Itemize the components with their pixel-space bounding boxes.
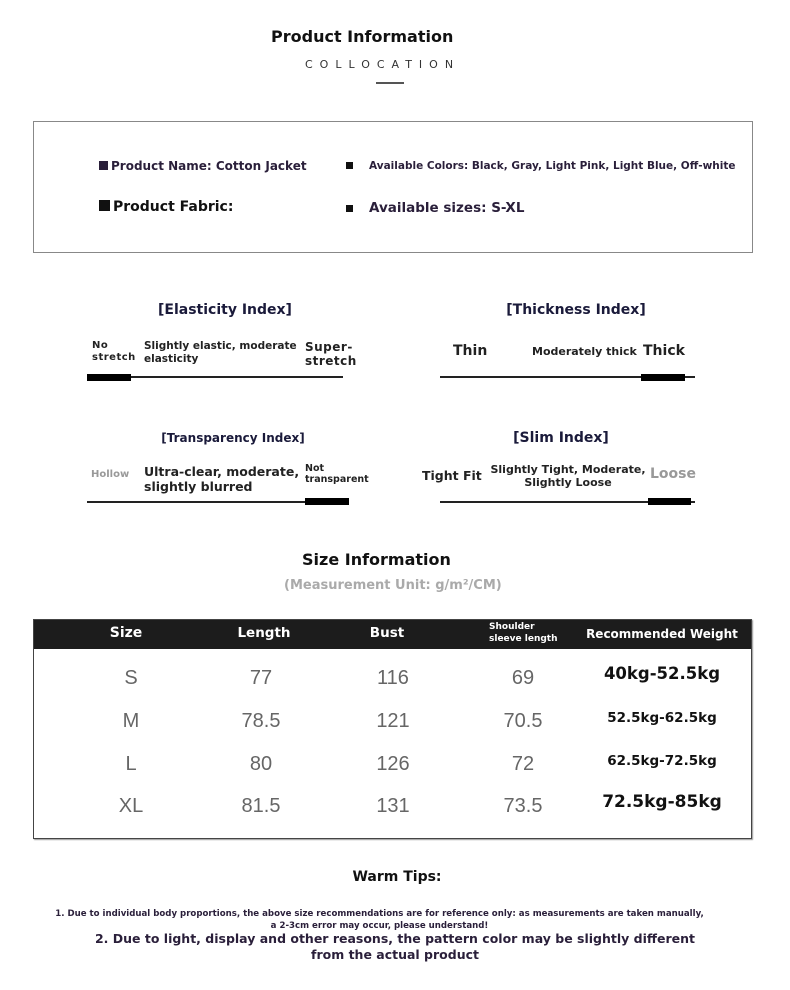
table-row (34, 664, 751, 697)
bullet-square-icon (99, 161, 108, 170)
table-row (34, 753, 751, 783)
available-sizes-item (346, 200, 524, 216)
cell-size: L (125, 753, 137, 775)
size-table (33, 619, 752, 839)
transparency-left-label: Hollow (91, 469, 130, 480)
slim-selected-marker (648, 498, 691, 505)
elasticity-middle-label: Slightly elastic, moderate elasticity (144, 340, 297, 365)
elasticity-left-label: No stretch (92, 340, 136, 363)
table-row (34, 792, 751, 825)
cell-length: 81.5 (241, 795, 281, 817)
transparency-right-label: Not transparent (305, 463, 369, 486)
thickness-selected-marker (641, 374, 685, 381)
slim-left-label: Tight Fit (422, 468, 482, 483)
warm-tip-2: 2. Due to light, display and other reasons, the pattern color may be slightly different from the actual product (94, 931, 696, 963)
elasticity-right-label: Super-stretch (305, 340, 357, 369)
thickness-middle-label: Moderately thick (532, 345, 637, 358)
slim-middle-label: Slightly Tight, Moderate, Slightly Loose (490, 463, 646, 490)
cell-recommended-weight: 40kg-52.5kg (603, 664, 721, 683)
available-colors-text: Available Colors: Black, Gray, Light Pink, Light Blue, Off-white (369, 160, 736, 172)
cell-bust: 121 (376, 710, 410, 732)
product-name-text: Product Name: Cotton Jacket (111, 159, 307, 173)
table-row (34, 710, 751, 740)
header-length: Length (237, 625, 291, 641)
product-name-item (99, 159, 307, 173)
header-size: Size (109, 625, 143, 641)
cell-size: S (124, 667, 138, 689)
bullet-square-icon (346, 162, 353, 169)
bullet-square-icon (346, 205, 353, 212)
cell-size: M (122, 710, 140, 732)
measurement-unit: (Measurement Unit: g/m²/CM) (284, 578, 502, 593)
thickness-right-label: Thick (643, 343, 685, 359)
elasticity-selected-marker (87, 374, 131, 381)
header-shoulder-sleeve: Shoulder sleeve length (489, 622, 558, 644)
page-title: Product Information (271, 27, 454, 46)
available-colors-item (346, 160, 736, 172)
slim-right-label: Loose (650, 466, 696, 482)
cell-shoulder-sleeve: 70.5 (503, 710, 543, 732)
page-subtitle: COLLOCATION (305, 58, 461, 71)
cell-bust: 131 (376, 795, 410, 817)
slim-index-title: [Slim Index] (513, 430, 609, 446)
cell-size: XL (118, 795, 144, 817)
cell-bust: 126 (376, 753, 410, 775)
header-recommended-weight: Recommended Weight (586, 627, 738, 641)
available-sizes-text: Available sizes: S-XL (369, 200, 525, 216)
transparency-middle-label: Ultra-clear, moderate, slightly blurred (144, 464, 300, 494)
cell-recommended-weight: 72.5kg-85kg (602, 792, 722, 812)
cell-length: 77 (249, 667, 273, 689)
warm-tips-title: Warm Tips: (352, 869, 442, 885)
cell-shoulder-sleeve: 72 (511, 753, 535, 775)
cell-shoulder-sleeve: 73.5 (503, 795, 543, 817)
cell-recommended-weight: 62.5kg-72.5kg (607, 753, 717, 769)
thickness-left-label: Thin (453, 343, 488, 359)
warm-tip-1: 1. Due to individual body proportions, the above size recommendations are for reference only: as measurements are taken manually, a 2-3cm error may occur, please understand! (55, 909, 704, 932)
cell-bust: 116 (377, 667, 409, 689)
bullet-square-icon (99, 200, 110, 211)
cell-length: 80 (249, 753, 273, 775)
product-fabric-text: Product Fabric: (113, 199, 234, 215)
header-bust: Bust (369, 625, 405, 641)
transparency-selected-marker (305, 498, 349, 505)
cell-shoulder-sleeve: 69 (511, 667, 535, 689)
product-fabric-item (99, 199, 233, 215)
title-divider (376, 82, 404, 84)
cell-length: 78.5 (241, 710, 281, 732)
thickness-index-title: [Thickness Index] (506, 302, 646, 318)
transparency-index-title: [Transparency Index] (161, 431, 305, 445)
size-table-header (34, 620, 751, 649)
product-info-box (33, 121, 753, 253)
elasticity-index-title: [Elasticity Index] (158, 302, 292, 318)
size-info-title: Size Information (302, 550, 451, 569)
cell-recommended-weight: 52.5kg-62.5kg (607, 710, 717, 726)
